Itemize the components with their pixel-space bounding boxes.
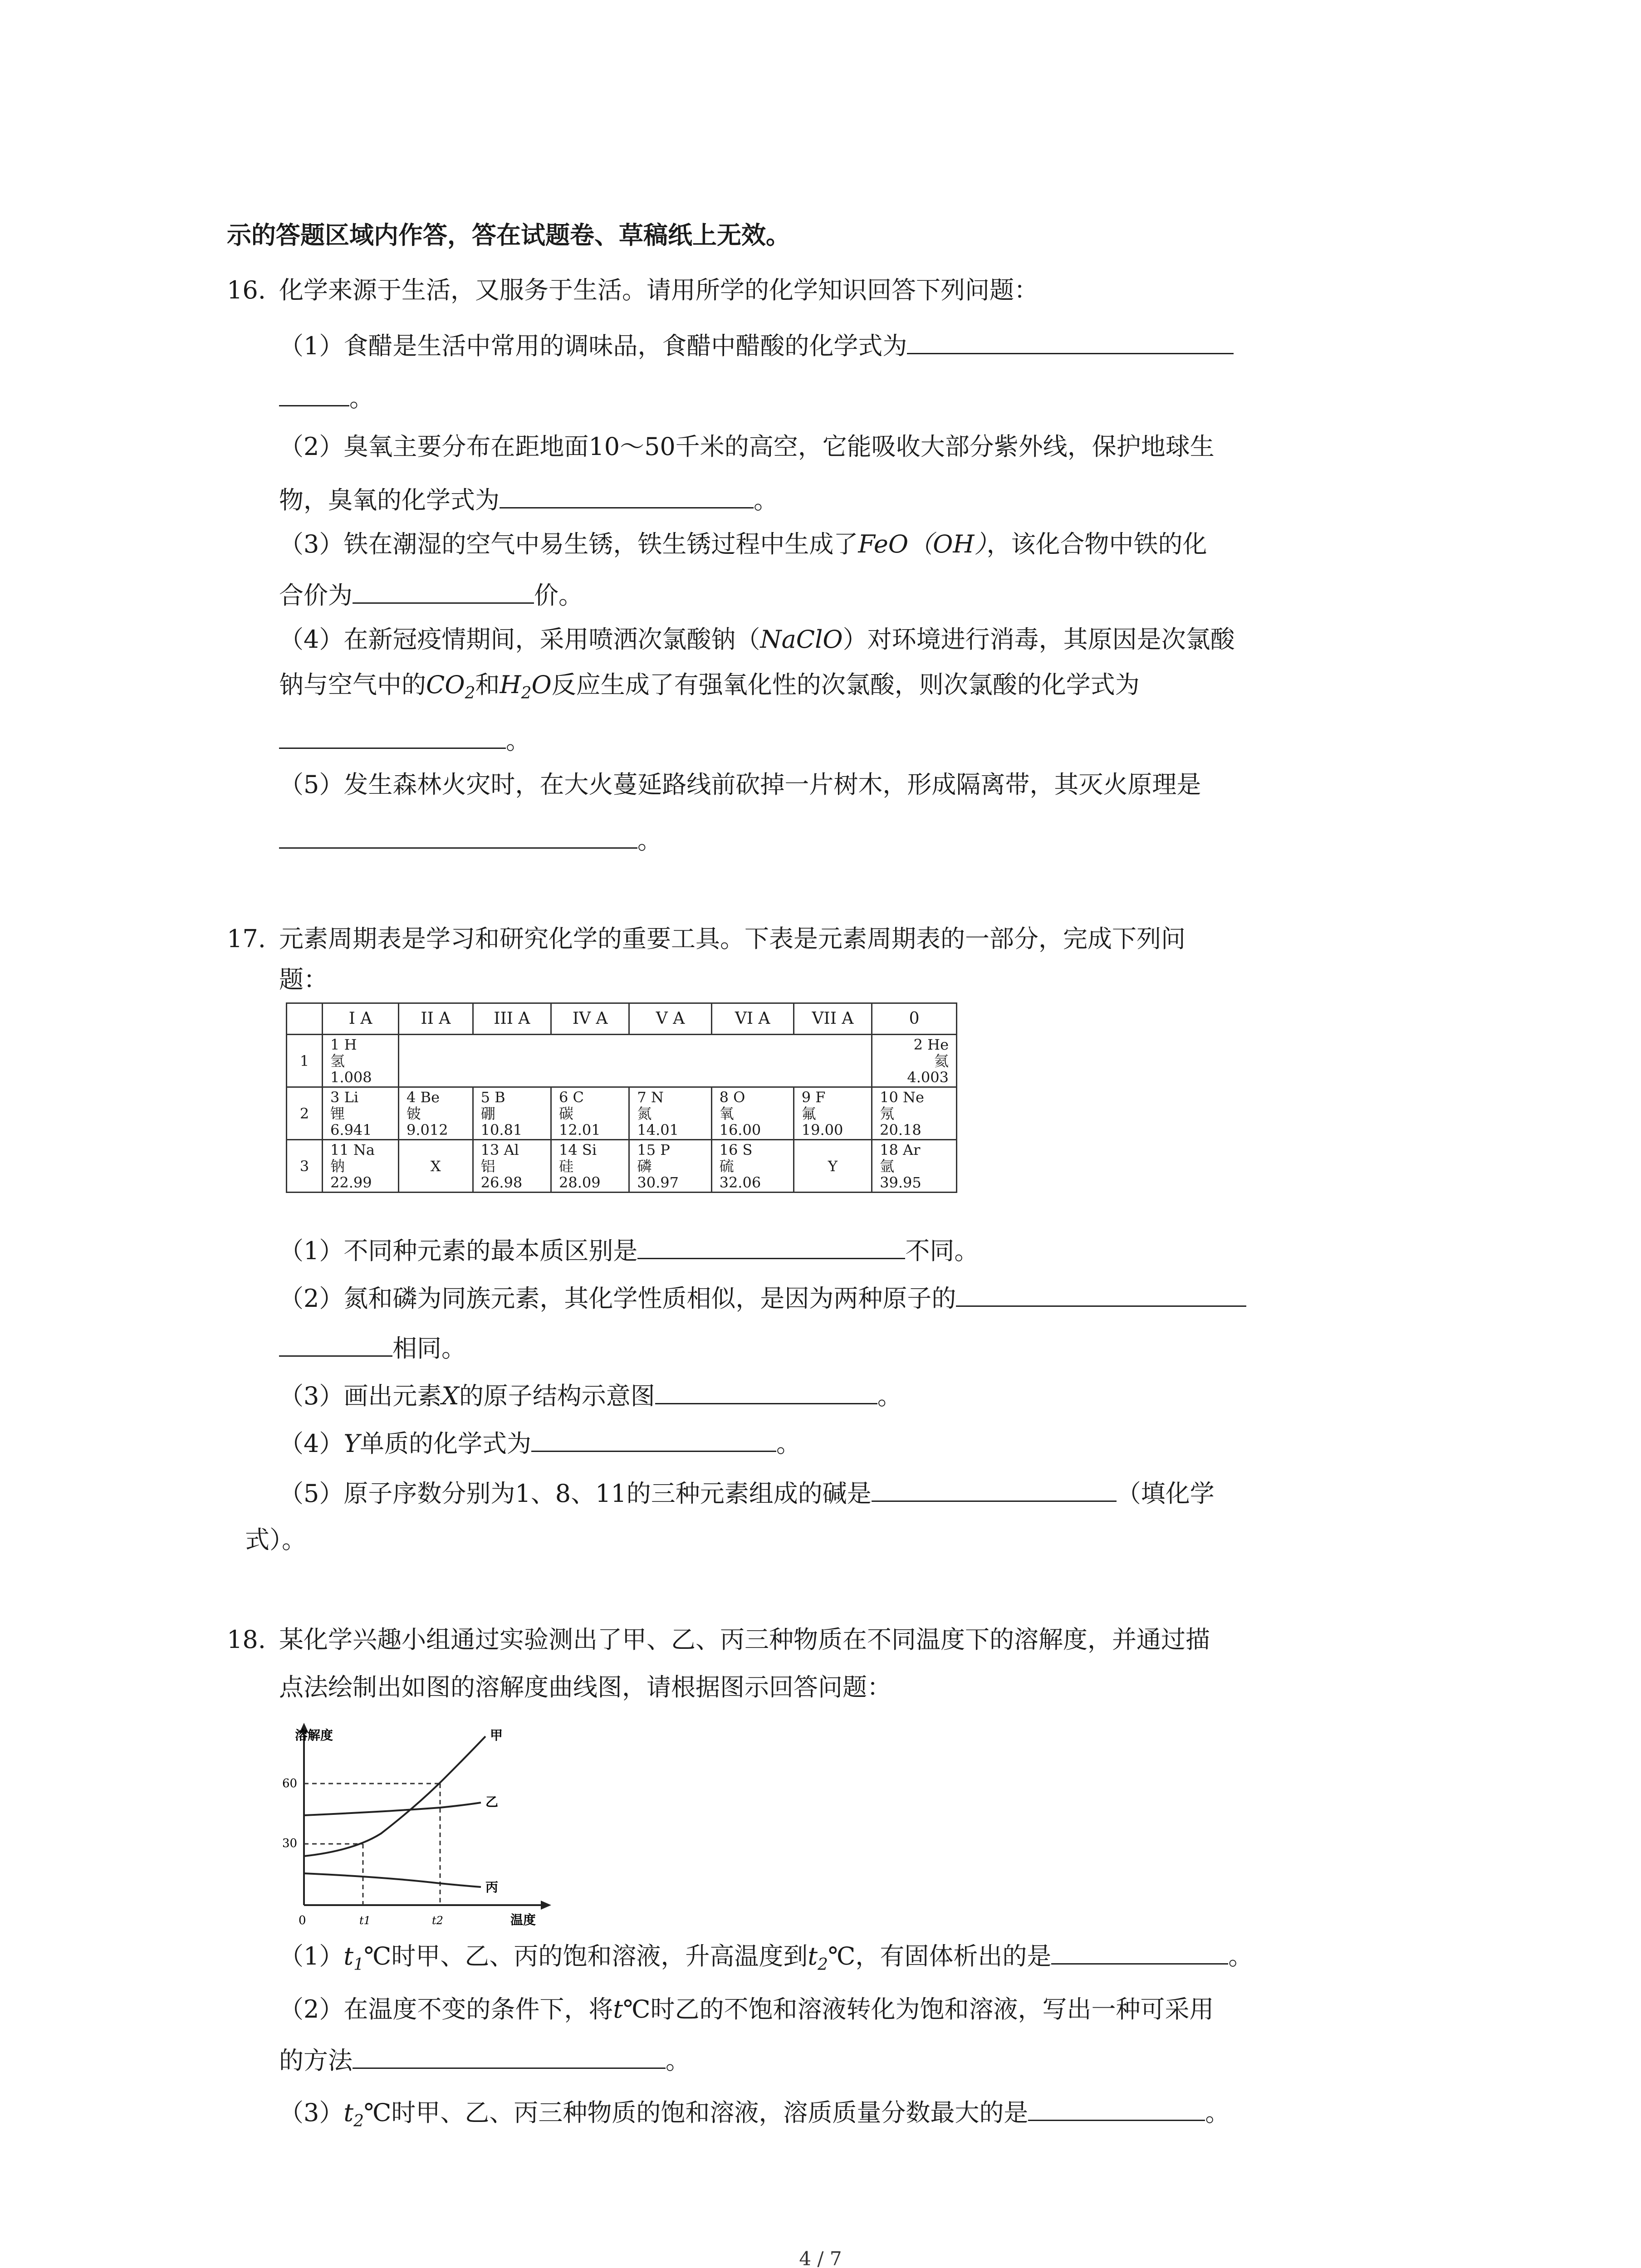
group-header-5a: V A <box>629 1003 711 1035</box>
q16-part4 <box>279 621 1235 658</box>
q17-part4-text2: 单质的化学式为 <box>360 1429 532 1458</box>
group-header-2a: II A <box>399 1003 473 1035</box>
origin-label: 0 <box>299 1914 306 1927</box>
period-label-1: 1 <box>287 1035 323 1087</box>
q16-number: 16. <box>227 276 266 304</box>
q16-part2-text: 物，臭氧的化学式为 <box>279 486 500 514</box>
curve-jia <box>304 1736 485 1856</box>
q17-part1-text: （1）不同种元素的最本质区别是 <box>279 1237 638 1265</box>
solubility-curve-figure <box>272 1715 572 1932</box>
element-cell-ne: 10 Ne 氖 20.18 <box>872 1087 957 1140</box>
q18-part3 <box>279 2093 1230 2140</box>
q16-answer-blank-3 <box>353 576 534 604</box>
q16-answer-blank-1 <box>907 327 1234 354</box>
q16-part3-text2: ，该化合物中铁的化 <box>986 530 1207 558</box>
q18-part1-text2: ℃时甲、乙、丙的饱和溶液，升高温度到 <box>363 1942 808 1970</box>
q16-part4-formula-co2: $CO_2$ <box>426 670 475 703</box>
element-cell-he: 2 He 氦 4.003 <box>872 1035 957 1087</box>
q16-part1-cont <box>279 379 374 416</box>
q17-part5-note: （填化学 <box>1116 1479 1215 1508</box>
element-cell-n: 7 N 氮 14.01 <box>629 1087 711 1140</box>
y-tick-30: 30 <box>282 1837 298 1850</box>
q17-part5-text: （5）原子序数分别为1、8、11的三种元素组成的碱是 <box>279 1479 872 1508</box>
element-cell-si: 14 Si 硅 28.09 <box>551 1140 629 1193</box>
q17-part4-end: 。 <box>776 1429 801 1458</box>
element-cell-f: 9 F 氟 19.00 <box>794 1087 872 1140</box>
q16-part4-text3: 钠与空气中的 <box>279 670 426 699</box>
q16-part5-end: 。 <box>637 826 662 855</box>
q18-answer-blank-2 <box>353 2041 666 2069</box>
q16-part4-text1: （4）在新冠疫情期间，采用喷洒次氯酸钠（ <box>279 625 760 654</box>
periodic-table <box>286 1002 957 1193</box>
q17-answer-blank-5 <box>872 1474 1117 1502</box>
q18-part3-text1: （3） <box>279 2098 344 2127</box>
q16-answer-blank-1b <box>279 379 349 406</box>
element-cell-o: 8 O 氧 16.00 <box>711 1087 794 1140</box>
y-axis-label: 溶解度 <box>295 1728 333 1743</box>
q18-part1-t2: $t_2$ <box>808 1942 828 1974</box>
q17-part5 <box>279 1474 1215 1512</box>
element-cell-na: 11 Na 钠 22.99 <box>323 1140 399 1193</box>
q16-part4-end: 。 <box>506 726 530 755</box>
q17-part4 <box>279 1424 801 1462</box>
q17-stem-line1: 元素周期表是学习和研究化学的重要工具。下表是元素周期表的一部分，完成下列问 <box>279 924 1185 953</box>
q16-part4-cont <box>279 667 1140 712</box>
q18-part2-text1: （2）在温度不变的条件下，将 <box>279 1995 613 2024</box>
q18-part3-end: 。 <box>1205 2098 1230 2127</box>
q16-part2-end: 。 <box>754 486 778 514</box>
q18-stem-line1: 某化学兴趣小组通过实验测出了甲、乙、丙三种物质在不同温度下的溶解度，并通过描 <box>279 1625 1210 1654</box>
q18-part2-end: 。 <box>666 2046 690 2075</box>
period-row-3 <box>287 1140 957 1193</box>
group-header-0: 0 <box>872 1003 957 1035</box>
q17-part3-text2: 的原子结构示意图 <box>459 1382 655 1410</box>
q16-part1-end: 。 <box>349 384 374 412</box>
group-header-6a: VI A <box>711 1003 794 1035</box>
element-cell-s: 16 S 硫 32.06 <box>711 1140 794 1193</box>
q17-part3-text1: （3）画出元素 <box>279 1382 442 1410</box>
element-cell-ar: 18 Ar 氩 39.95 <box>872 1140 957 1193</box>
element-cell-h: 1 H 氢 1.008 <box>323 1035 399 1087</box>
q18-part2 <box>279 1991 1214 2028</box>
q16-part1 <box>279 327 1234 364</box>
page-number: 4 / 7 <box>799 2248 842 2268</box>
q18-answer-blank-1 <box>1051 1937 1228 1965</box>
group-header-4a: IV A <box>551 1003 629 1035</box>
q18-part1-end: 。 <box>1228 1942 1253 1970</box>
x-tick-t2: t2 <box>432 1914 443 1927</box>
q17-part2-cont <box>279 1329 466 1367</box>
q18-part2-text3: 的方法 <box>279 2046 353 2075</box>
element-cell-li: 3 Li 锂 6.941 <box>323 1087 399 1140</box>
element-cell-c: 6 C 碳 12.01 <box>551 1087 629 1140</box>
period-1-empty-span <box>399 1035 872 1087</box>
q17-part4-text1: （4） <box>279 1429 344 1458</box>
header-note: 示的答题区域内作答，答在试题卷、草稿纸上无效。 <box>227 220 790 249</box>
q16-part1-text: （1）食醋是生活中常用的调味品，食醋中醋酸的化学式为 <box>279 332 907 360</box>
q17-part4-y: Y <box>343 1429 360 1458</box>
group-header-7a: VII A <box>794 1003 872 1035</box>
q18-number: 18. <box>227 1625 266 1654</box>
q16-part4-text2: ）对环境进行消毒，其原因是次氯酸 <box>843 625 1235 654</box>
q16-part5-cont <box>279 821 662 859</box>
group-header-1a: I A <box>323 1003 399 1035</box>
q17-part5-cont: 式）。 <box>245 1525 306 1554</box>
q16-part3 <box>279 526 1207 562</box>
q17-answer-blank-2 <box>956 1279 1246 1307</box>
q18-stem-line2: 点法绘制出如图的溶解度曲线图，请根据图示回答问题： <box>279 1673 892 1701</box>
q18-part2-t: t <box>613 1995 623 2024</box>
periodic-table-corner <box>287 1003 323 1035</box>
q17-number: 17. <box>227 924 266 953</box>
q16-stem: 化学来源于生活，又服务于生活。请用所学的化学知识回答下列问题： <box>279 276 1038 304</box>
q18-part1-text3: ℃，有固体析出的是 <box>828 1942 1052 1970</box>
x-axis-arrow <box>541 1901 551 1910</box>
q18-part1-text1: （1） <box>279 1942 344 1970</box>
element-cell-b: 5 B 硼 10.81 <box>473 1087 551 1140</box>
element-cell-al: 13 Al 铝 26.98 <box>473 1140 551 1193</box>
q16-answer-blank-5 <box>279 821 637 849</box>
q16-part5: （5）发生森林火灾时，在大火蔓延路线前砍掉一片树木，形成隔离带，其灭火原理是 <box>279 770 1201 799</box>
element-cell-y: Y <box>794 1140 872 1193</box>
q17-part3-x: X <box>441 1382 459 1410</box>
y-tick-60: 60 <box>282 1777 298 1790</box>
q16-part4-cont2 <box>279 721 530 759</box>
q16-part4-formula-h2o: $H_2O$ <box>500 670 552 703</box>
q16-part3-formula: FeO（OH） <box>858 530 987 558</box>
q17-answer-blank-1 <box>637 1232 905 1259</box>
q16-part2-cont <box>279 481 778 518</box>
element-cell-be: 4 Be 铍 9.012 <box>399 1087 473 1140</box>
q16-answer-blank-2 <box>500 481 754 508</box>
q16-part3-text3: 合价为 <box>279 581 353 610</box>
q16-answer-blank-4 <box>279 721 506 749</box>
period-label-3: 3 <box>287 1140 323 1193</box>
q18-part2-text2: ℃时乙的不饱和溶液转化为饱和溶液，写出一种可采用 <box>623 1995 1214 2024</box>
curve-bing <box>304 1873 481 1887</box>
q18-part2-cont <box>279 2041 690 2079</box>
q17-part2-text: （2）氮和磷为同族元素，其化学性质相似，是因为两种原子的 <box>279 1284 956 1313</box>
q18-part1 <box>279 1937 1253 1983</box>
q16-part3-end: 价。 <box>534 581 583 610</box>
element-cell-x: X <box>399 1140 473 1193</box>
x-axis-label: 温度 <box>510 1912 536 1927</box>
q16-part4-formula-naclo: NaClO <box>760 625 843 654</box>
q17-part2 <box>279 1279 1246 1317</box>
q16-part3-text1: （3）铁在潮湿的空气中易生锈，铁生锈过程中生成了 <box>279 530 858 558</box>
q16-part2: （2）臭氧主要分布在距地面10～50千米的高空，它能吸收大部分紫外线，保护地球生 <box>279 432 1215 461</box>
periodic-table-header-row <box>287 1003 957 1035</box>
q16-part3-cont <box>279 576 583 614</box>
q18-answer-blank-3 <box>1028 2093 1205 2121</box>
q17-answer-blank-4 <box>531 1424 776 1452</box>
period-row-2 <box>287 1087 957 1140</box>
period-row-1 <box>287 1035 957 1087</box>
curve-label-jia: 甲 <box>490 1728 503 1743</box>
q17-stem-line2: 题： <box>279 965 328 994</box>
q17-part1-end: 不同。 <box>905 1237 979 1265</box>
q18-part3-t2: $t_2$ <box>343 2098 364 2131</box>
q16-part4-and: 和 <box>475 670 500 699</box>
q17-part2-end: 相同。 <box>392 1334 466 1363</box>
curve-yi <box>304 1803 481 1815</box>
q16-part4-text4: 反应生成了有强氧化性的次氯酸，则次氯酸的化学式为 <box>551 670 1140 699</box>
q17-part3-end: 。 <box>877 1382 902 1410</box>
q17-part1 <box>279 1232 979 1269</box>
q17-answer-blank-3 <box>655 1377 877 1404</box>
group-header-3a: III A <box>473 1003 551 1035</box>
element-cell-p: 15 P 磷 30.97 <box>629 1140 711 1193</box>
q18-part3-text2: ℃时甲、乙、丙三种物质的饱和溶液，溶质质量分数最大的是 <box>363 2098 1029 2127</box>
q17-part3 <box>279 1377 902 1414</box>
x-tick-t1: t1 <box>359 1914 371 1927</box>
period-label-2: 2 <box>287 1087 323 1140</box>
curve-label-yi: 乙 <box>485 1794 499 1809</box>
q17-answer-blank-2b <box>279 1329 392 1357</box>
q18-part1-t1: $t_1$ <box>343 1942 364 1974</box>
curve-label-bing: 丙 <box>485 1880 499 1895</box>
